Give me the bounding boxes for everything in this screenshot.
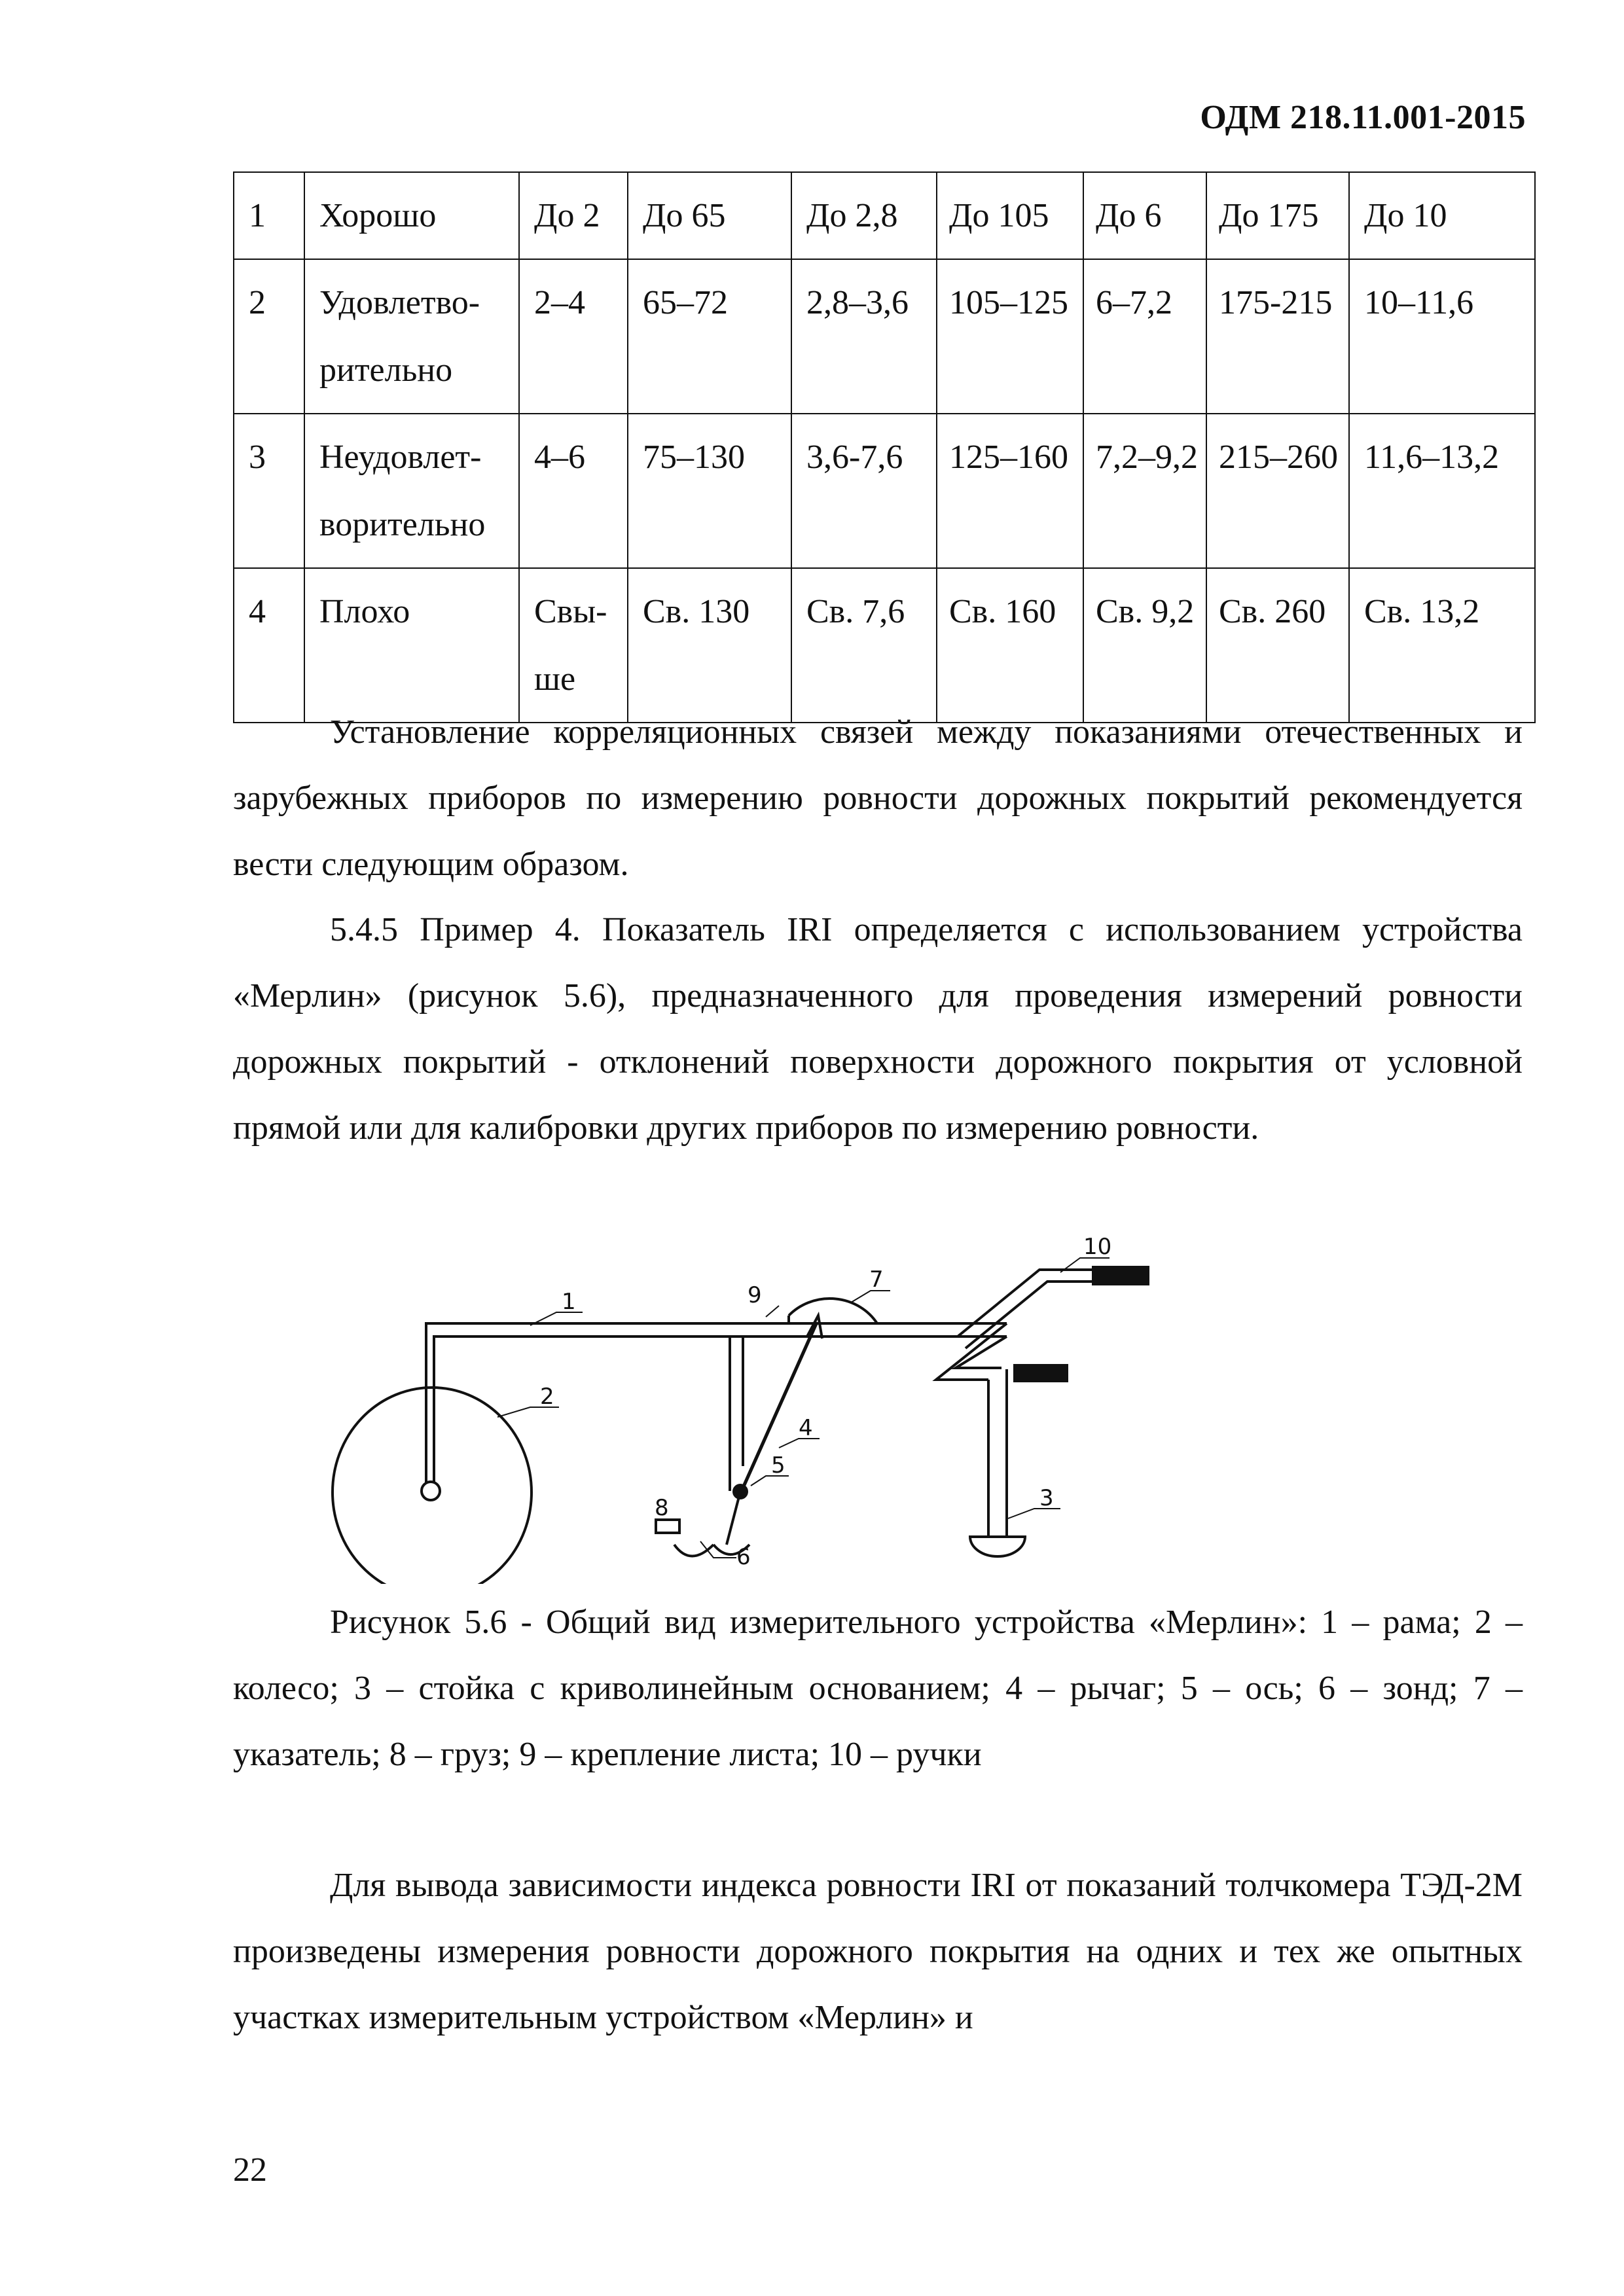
table-cell: Св. 13,2: [1349, 568, 1535, 723]
table-cell: 2: [234, 259, 304, 414]
label-4: 4: [799, 1415, 813, 1441]
table-cell: Плохо: [304, 568, 519, 723]
table-cell: 1: [234, 172, 304, 259]
middle-post-drawing: [730, 1336, 743, 1491]
label-9: 9: [748, 1282, 762, 1308]
table-cell: 125–160: [937, 414, 1083, 568]
table-cell: 6–7,2: [1083, 259, 1206, 414]
table-cell: До 2,8: [791, 172, 937, 259]
table-cell: 10–11,6: [1349, 259, 1535, 414]
table-cell: 3,6-7,6: [791, 414, 937, 568]
paragraph-iri-derivation: Для вывода зависимости индекса ровности IRI от показаний толчкомера ТЭД-2М произведены измерения ровности дорожного покрытия на одних и тех же опытных участках измерительным устройством «Мерлин» и: [233, 1867, 1523, 2036]
table-cell: 11,6–13,2: [1349, 414, 1535, 568]
table-cell: Неудовлет-ворительно: [304, 414, 519, 568]
page-number: 22: [233, 2151, 267, 2189]
table-cell: До 6: [1083, 172, 1206, 259]
table-cell: 4–6: [519, 414, 628, 568]
label-6: 6: [736, 1544, 751, 1570]
table-row: [234, 414, 1535, 568]
table-cell: Хорошо: [304, 172, 519, 259]
figure-caption: Рисунок 5.6 - Общий вид измерительного устройства «Мерлин»: 1 – рама; 2 – колесо; 3 – стойка с криволинейным основанием; 4 – рычаг; 5 – ось; 6 – зонд; 7 – указатель; 8 – груз; 9 – крепление листа; 10 – ручки: [233, 1604, 1523, 1773]
table-cell: 2–4: [519, 259, 628, 414]
document-code: ОДМ 218.11.001-2015: [1200, 99, 1526, 136]
frame-drawing: [426, 1251, 1007, 1491]
table-cell: 7,2–9,2: [1083, 414, 1206, 568]
table-cell: Св. 9,2: [1083, 568, 1206, 723]
table-cell: Св. 260: [1206, 568, 1349, 723]
table-cell: До 10: [1349, 172, 1535, 259]
label-2: 2: [540, 1384, 554, 1410]
table-cell: Св. 7,6: [791, 568, 937, 723]
paragraph-correlation: Установление корреляционных связей между показаниями отечественных и зарубежных приборов по измерению ровности дорожных покрытий рекомендуется вести следующим образом.: [233, 713, 1523, 883]
label-5: 5: [771, 1452, 785, 1479]
table-cell: 175-215: [1206, 259, 1349, 414]
table-cell: Св. 130: [628, 568, 791, 723]
wheel-drawing: [333, 1388, 532, 1584]
table-cell: 215–260: [1206, 414, 1349, 568]
indicator-drawing: [789, 1299, 877, 1323]
label-8: 8: [655, 1495, 669, 1521]
rear-post-drawing: [970, 1369, 1025, 1556]
probe-drawing: [656, 1520, 749, 1556]
merlin-device-figure: [308, 1217, 1178, 1584]
paragraph-example-4: 5.4.5 Пример 4. Показатель IRI определяется с использованием устройства «Мерлин» (рисунок 5.6), предназначенного для проведения измерений ровности дорожных покрытий - отклонений поверхности дорожного покрытия от условной прямой или для калибровки других приборов по измерению ровности.: [233, 911, 1523, 1147]
table-cell: Свы-ше: [519, 568, 628, 723]
evenness-grade-table: [233, 171, 1536, 723]
table-cell: 75–130: [628, 414, 791, 568]
table-row: [234, 259, 1535, 414]
table-cell: До 105: [937, 172, 1083, 259]
table-cell: 3: [234, 414, 304, 568]
label-7: 7: [869, 1266, 884, 1293]
table-cell: 65–72: [628, 259, 791, 414]
table-cell: 4: [234, 568, 304, 723]
table-cell: До 2: [519, 172, 628, 259]
label-3: 3: [1039, 1485, 1054, 1511]
table-cell: До 175: [1206, 172, 1349, 259]
label-1: 1: [562, 1289, 576, 1315]
table-cell: Св. 160: [937, 568, 1083, 723]
figure-leaders: [497, 1258, 1110, 1558]
table-cell: 2,8–3,6: [791, 259, 937, 414]
table-cell: До 65: [628, 172, 791, 259]
table-cell: Удовлетво-рительно: [304, 259, 519, 414]
label-10: 10: [1083, 1234, 1112, 1260]
table-cell: 105–125: [937, 259, 1083, 414]
table-row: [234, 172, 1535, 259]
